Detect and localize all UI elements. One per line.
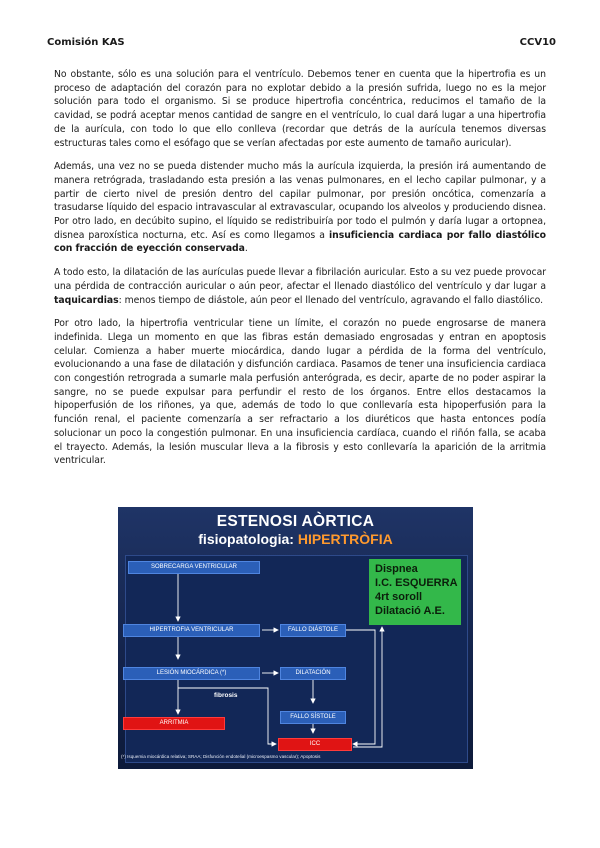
box-fallo-diastole: FALLO DIÁSTOLE bbox=[280, 624, 346, 637]
arrow-fallodiastole-icc bbox=[346, 630, 375, 744]
slide-footnote: (*) Isquemia miocárdica relativa; SRAA; Disfunción endotelial (microespasmo vascular); Apoptosis bbox=[121, 754, 321, 759]
slide-subtitle-highlight: HIPERTRÒFIA bbox=[297, 531, 393, 547]
paragraph-3-end: : menos tiempo de diástole, aún peor el llenado del ventrículo, agravando el fallo diastólico. bbox=[118, 294, 544, 306]
symptom-ic-esquerra: I.C. ESQUERRA bbox=[375, 577, 458, 589]
box-arritmia: ARRITMIA bbox=[123, 717, 225, 730]
arrow-icc-symptoms bbox=[353, 627, 382, 747]
box-fallo-sistole: FALLO SÍSTOLE bbox=[280, 711, 346, 724]
symptom-dilatacio-ae: Dilatació A.E. bbox=[375, 605, 445, 617]
paragraph-3-text: A todo esto, la dilatación de las aurículas puede llevar a fibrilación auricular. Esto a su vez puede provocar una pérdida de contracción auricular o aún peor, afectar el llenado diastólico del ventrículo y dar lugar a bbox=[54, 267, 546, 292]
slide-figure bbox=[118, 507, 473, 769]
paragraph-3-bold: taquicardias bbox=[54, 294, 119, 306]
fibrosis-label: fibrosis bbox=[214, 692, 238, 699]
symptom-dispnea: Dispnea bbox=[375, 563, 418, 575]
paragraph-2 bbox=[54, 160, 546, 256]
symptoms-box bbox=[369, 559, 461, 625]
symptom-4rt-soroll: 4rt soroll bbox=[375, 591, 423, 603]
paragraph-3 bbox=[54, 266, 546, 307]
box-icc: ICC bbox=[278, 738, 352, 751]
paragraph-2-text: Además, una vez no se pueda distender mucho más la aurícula izquierda, la presión irá aumentando de manera retrógrada, trasladando esta presión a las venas pulmonares, en el lecho capilar pulmonar, y a partir de cierto nivel de presión dentro del capilar pulmonar, por presión oncótica, comenzaría a trasudarse líquido del espacio intravascular al extravascular, ocupando los alveolos y produciendo disnea. Por otro lado, en decúbito supino, el líquido se redistribuiría por todo el pulmón y daría lugar a ortopnea, disnea paroxística nocturna, etc. Así es como llegamos a bbox=[54, 161, 546, 241]
box-hipertrofia-ventricular: HIPERTROFIA VENTRICULAR bbox=[123, 624, 260, 637]
paragraph-2-end: . bbox=[244, 243, 248, 255]
box-lesion-miocardica: LESIÓN MIOCÁRDICA (*) bbox=[123, 667, 260, 680]
slide-subtitle-prefix: fisiopatologia: bbox=[198, 531, 298, 547]
slide-title: ESTENOSI AÒRTICA bbox=[216, 513, 375, 530]
paragraph-4: Por otro lado, la hipertrofia ventricular tiene un límite, el corazón no puede engrosarse de manera indefinida. Llega un momento en que las fibras están demasiado engrosadas y entran en apoptosis celular. Comienza a haber muerte miocárdica, dando lugar a pérdida de la forma del ventrículo, evolucionando a una fase de dilatación y disfunción cardiaca. Pasamos de tener una insuficiencia cardiaca con congestión retrograda a sumarle mala perfusión anterógrada, es decir, aparte de no poder aspirar la sangre, no se puede expulsar para perfundir el resto de los órganos. Entre ellos destacamos la hipoperfusión de los riñones, ya que, además de todo lo que conllevaría esta hipoperfusión para la función renal, el paciente comenzaría a ser refractario a los diuréticos que hasta entonces podía solucionar un poco la congestión pulmonar. En una insuficiencia cardíaca, cuando el riñón falla, se acaba el trayecto. Además, la lesión muscular lleva a la fibrosis y esto conllevaría la aparición de la arritmia ventricular. bbox=[54, 318, 546, 467]
paragraph-1: No obstante, sólo es una solución para el ventrículo. Debemos tener en cuenta que la hipertrofia es un proceso de adaptación del corazón para no explotar debido a la presión sufrida, luego no es la mejor solución para todo el organismo. Si se produce hipertrofia concéntrica, reducimos el tamaño de la cavidad, se podrá aceptar menos cantidad de sangre en el ventrículo, lo cual dará lugar a una hipertrofia de la aurícula, con todo lo que ello conlleva (recordar que detrás de la aurícula tenemos diversas estructuras tales como el esófago que se verían afectadas por este aumento de tamaño auricular). bbox=[54, 69, 546, 149]
document-body bbox=[54, 68, 546, 478]
header-right: CCV10 bbox=[519, 37, 556, 48]
box-sobrecarga-ventricular: SOBRECARGA VENTRICULAR bbox=[128, 561, 260, 574]
box-dilatacion: DILATACIÓN bbox=[280, 667, 346, 680]
header-left: Comisión KAS bbox=[47, 37, 125, 48]
paragraph-2-bold: insuficiencia cardiaca por fallo diastólico con fracción de eyección conservada bbox=[54, 229, 546, 255]
